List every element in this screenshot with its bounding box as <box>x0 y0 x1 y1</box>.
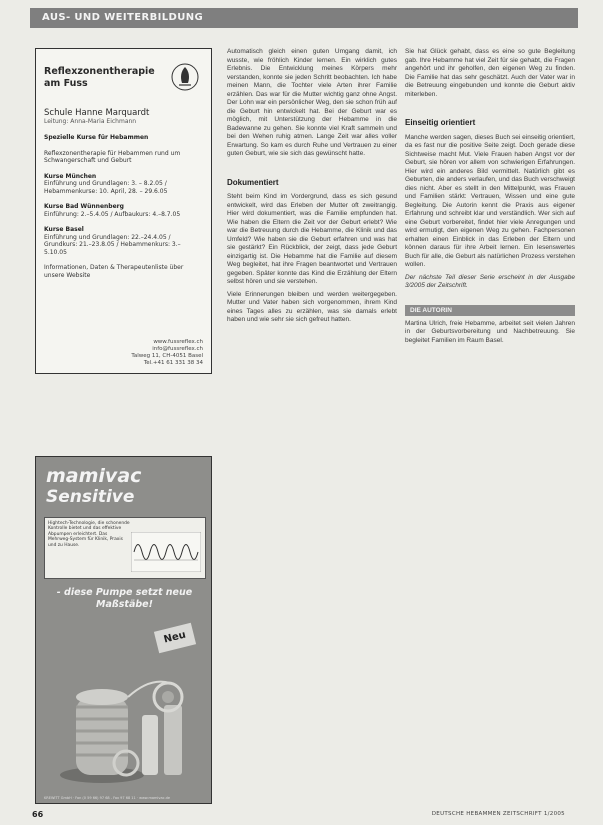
ad-fineprint: KREWITT GmbH · Fon (0 59 66) 97 68 - Fax 97 68 11 · www.mamivac.de <box>44 796 171 800</box>
info-extra: Informationen, Daten & Therapeutenliste über unsere Website <box>44 264 184 279</box>
author-header: DIE AUTORIN <box>405 305 575 316</box>
contact-email[interactable]: info@fussreflex.ch <box>152 346 203 352</box>
series-note: Der nächste Teil dieser Serie erscheint in der Ausgabe 3/2005 der Zeitschrift. <box>405 273 575 289</box>
kurs1-title: Kurse München <box>44 172 97 180</box>
article-column-3 <box>405 48 575 345</box>
col3-paragraph-2: Manche werden sagen, dieses Buch sei einseitig orientiert, da es fast nur die positive Seite zeigt. Doch gerade diese Sichtweise macht Mut. Viele Frauen haben Angst vor der Geburt, sie hören vor allem von schwierigen Erfahrungen. Hier wird ein anderes Bild vermittelt. Natürlich gibt es Geburten, die anders verlaufen, und das Buch verschweigt dies nicht. Aber es stellt in den Mittelpunkt, was Frauen und Familien stärkt: Vertrauen, Wissen und eine gute Begleitung. Die Autorin kennt die Praxis aus eigener Erfahrung und schreibt klar und verständlich. Wer sich auf eine Geburt vorbereitet, findet hier viele Anregungen und wird ermutigt, den eigenen Weg zu gehen. Fachpersonen erhalten einen Einblick in das Erleben der Eltern und können daraus für ihre Arbeit lernen. Ein lesenswertes Buch für alle, die Geburt als natürlichen Prozess verstehen wollen. <box>405 133 575 268</box>
section-title: AUS- UND WEITERBILDUNG <box>42 12 204 23</box>
kurs1-body: Einführung und Grundlagen: 3. – 8.2.05 / Hebammenkurse: 10. April, 28. – 29.6.05 <box>44 180 168 195</box>
subheading-dokumentiert: Dokumentiert <box>227 177 279 187</box>
col2-paragraph-2: Steht beim Kind im Vordergrund, dass es sich gesund entwickelt, wird das Erleben der Mutter oft zweitrangig. Hier wird dokumentiert, was die Familie empfunden hat. Wie haben die Eltern die Zeit vor der Geburt erlebt? Wie war die Betreuung durch die Hebamme, die Klinik und das Umfeld? Wie haben sie die Geburt erfahren und was hat sie gestärkt? Ein Rückblick, der zeigt, dass jede Geburt einzigartig ist. Die Hebamme hat die Familie auf diesem Weg begleitet, hat ihre Fragen beantwortet und Vertrauen gegeben. Später konnte das Kind die Erzählung der Eltern selbst hören und sie verstehen. <box>227 193 397 285</box>
journal-name: DEUTSCHE HEBAMMEN ZEITSCHRIFT 1/2005 <box>431 811 565 817</box>
kurs3-title: Kurse Basel <box>44 226 84 233</box>
kurs2-title: Kurse Bad Wünnenberg <box>44 203 124 210</box>
section-header <box>30 8 578 28</box>
author-bio: Martina Ulrich, freie Hebamme, arbeitet seit vielen Jahren in der Geburtsvorbereitung und Nachbetreuung. Sie begleitet Familien im Raum Basel. <box>405 319 575 344</box>
course-desc: Reflexzonentherapie für Hebammen rund um Schwangerschaft und Geburt <box>44 149 181 164</box>
col2-paragraph-3: Viele Erinnerungen bleiben und werden weitergegeben. Mutter und Vater haben sich vorgenommen, ihrem Kind eines Tages alles zu erzählen, was sie damals erlebt haben und wie sehr sie sich gefreut hatten. <box>227 290 397 323</box>
article-column-2 <box>227 48 397 325</box>
subheading-einseitig: Einseitig orientiert <box>405 118 476 127</box>
contact-address: Talweg 11, CH-4051 Basel <box>131 353 203 359</box>
col2-paragraph-1: Automatisch gleich einen guten Umgang damit, ich wusste, wie fröhlich Kinder lernen. Ein wirklich gutes Erlebnis. Die Entwicklung meines Körpers mehr verstanden, konnte sie jeden Schritt beobachten. Ich habe meinen Mann, die Tochter viele Arten ihrer Familie erzählen. Das war für die Mutter wichtig ganz ohne Angst. Der Lohn war ein persönlicher Weg, den sie schon früh auf die Geburt hin entwickelt hat. Bei der Geburt war es möglich, mit Unterstützung der Hebamme in die Badewanne zu gehen. Sie konnte viel Kraft sammeln und bei den Wehen ruhig atmen. Lange Zeit war alles voller Erwartung. So kam es durch Ruhe und Vertrauen zu einer guten Geburt, wie sie sich das gewünscht hatte. <box>227 48 397 157</box>
contact-block <box>131 339 203 367</box>
product-name: Sensitive <box>46 487 135 507</box>
breast-pump-image <box>50 657 200 787</box>
page-number: 66 <box>32 810 44 819</box>
kurs3-body: Einführung und Grundlagen: 22.–24.4.05 / Grundkurs: 21.–23.8.05 / Hebammenkurs: 3.–5.10.05 <box>44 233 181 256</box>
product-info: Hightech-Technologie, die schonende Kontrolle bietet und das effektive Abpumpen erleichtert. Das Mehrweg-System für Klinik, Praxis und zu Hause. <box>48 521 130 548</box>
contact-url[interactable]: www.fussreflex.ch <box>153 339 203 345</box>
mamivac-ad <box>35 456 212 804</box>
special-courses: Spezielle Kurse für Hebammen <box>44 134 149 141</box>
product-infobox <box>44 517 206 579</box>
school-name: Schule Hanne Marquardt <box>44 108 150 118</box>
kurs2-body: Einführung: 2.–5.4.05 / Aufbaukurs: 4.–8.7.05 <box>44 210 181 218</box>
waveform-graphic <box>131 532 201 572</box>
ad-slogan: - diese Pumpe setzt neue Maßstäbe! <box>56 587 193 610</box>
new-badge: Neu <box>154 623 196 654</box>
foot-logo-icon <box>171 63 199 91</box>
brand-name: mamivac <box>46 465 142 487</box>
reflex-ad <box>35 48 212 374</box>
ad-title: Reflexzonentherapie am Fuss <box>44 66 155 89</box>
col3-paragraph-1: Sie hat Glück gehabt, dass es eine so gute Begleitung gab. Ihre Hebamme hat viel Zeit für sie gehabt, die Fragen angehört und ihr geholfen, den eigenen Weg zu finden. Die Familie hat das sehr geschätzt. Auch der Vater war in die Betreuung eingebunden und konnte die Geburt aktiv miterleben. <box>405 48 575 98</box>
school-leitung: Leitung: Anna-Maria Eichmann <box>44 118 137 125</box>
contact-tel: Tel.+41 61 331 38 34 <box>143 360 203 366</box>
